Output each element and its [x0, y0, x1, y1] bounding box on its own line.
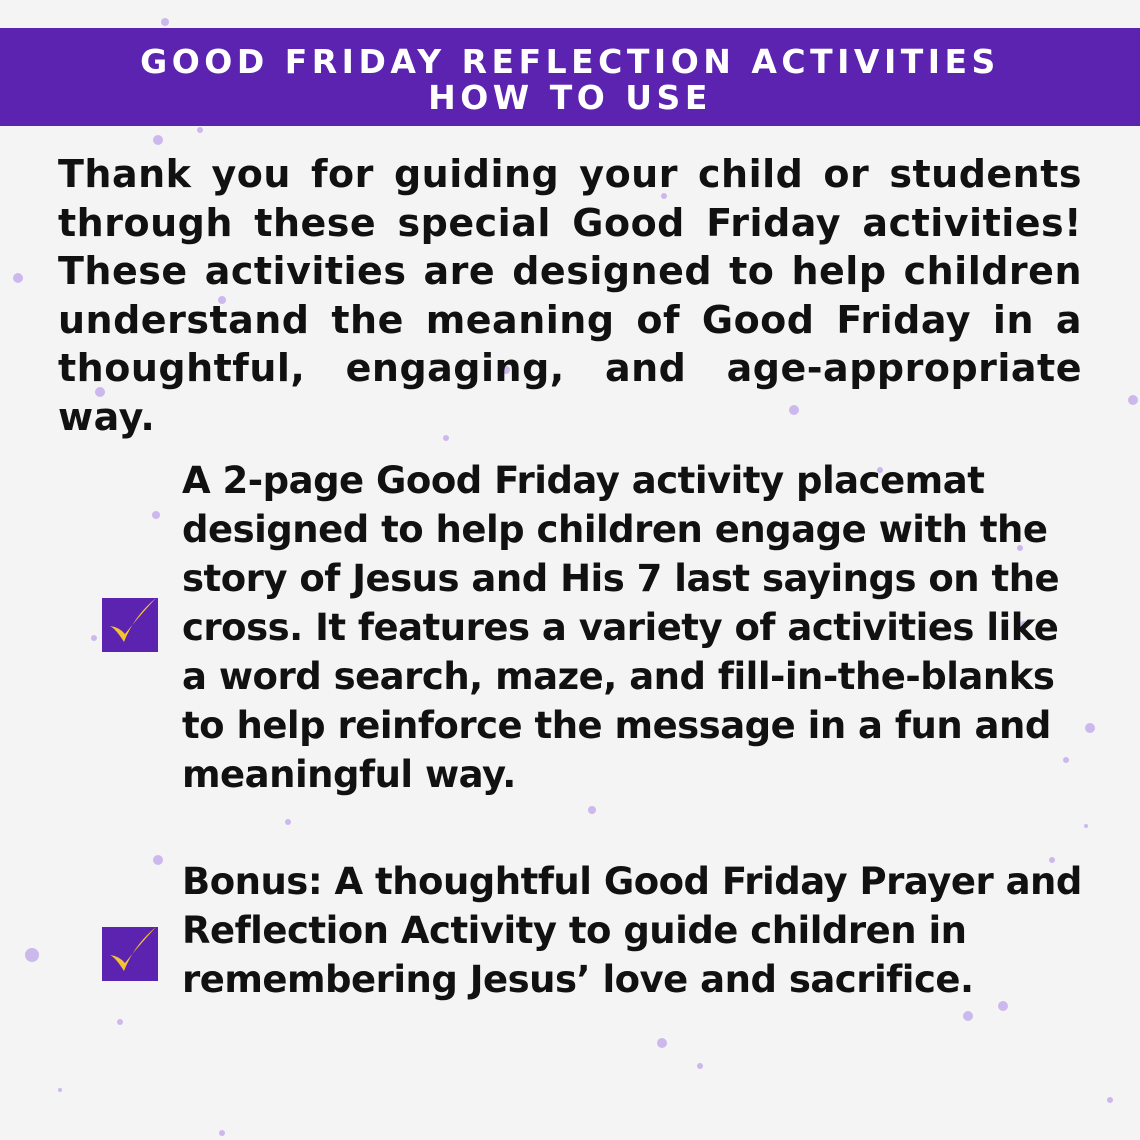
title-banner [0, 28, 1140, 126]
checkbox-checked-icon [102, 596, 158, 652]
list-item-text: Bonus: A thoughtful Good Friday Prayer and Reflection Activity to guide children in remembering Jesus’ love and sacrifice. [182, 860, 1082, 1001]
page-subtitle: HOW TO USE [428, 78, 712, 117]
page-title: GOOD FRIDAY REFLECTION ACTIVITIES [140, 42, 1000, 81]
intro-paragraph: Thank you for guiding your child or students through these special Good Friday activities! These activities are designed to help children understand the meaning of Good Friday in a thoughtful, engaging, and age-appropriate way. [58, 152, 1082, 439]
checkbox-checked-icon [102, 925, 158, 981]
list-item-text: A 2-page Good Friday activity placemat designed to help children engage with the story of Jesus and His 7 last sayings on the cross. It features a variety of activities like a word search, maze, and fill-in-the-blanks to help reinforce the message in a fun and meaningful way. [182, 459, 1060, 796]
